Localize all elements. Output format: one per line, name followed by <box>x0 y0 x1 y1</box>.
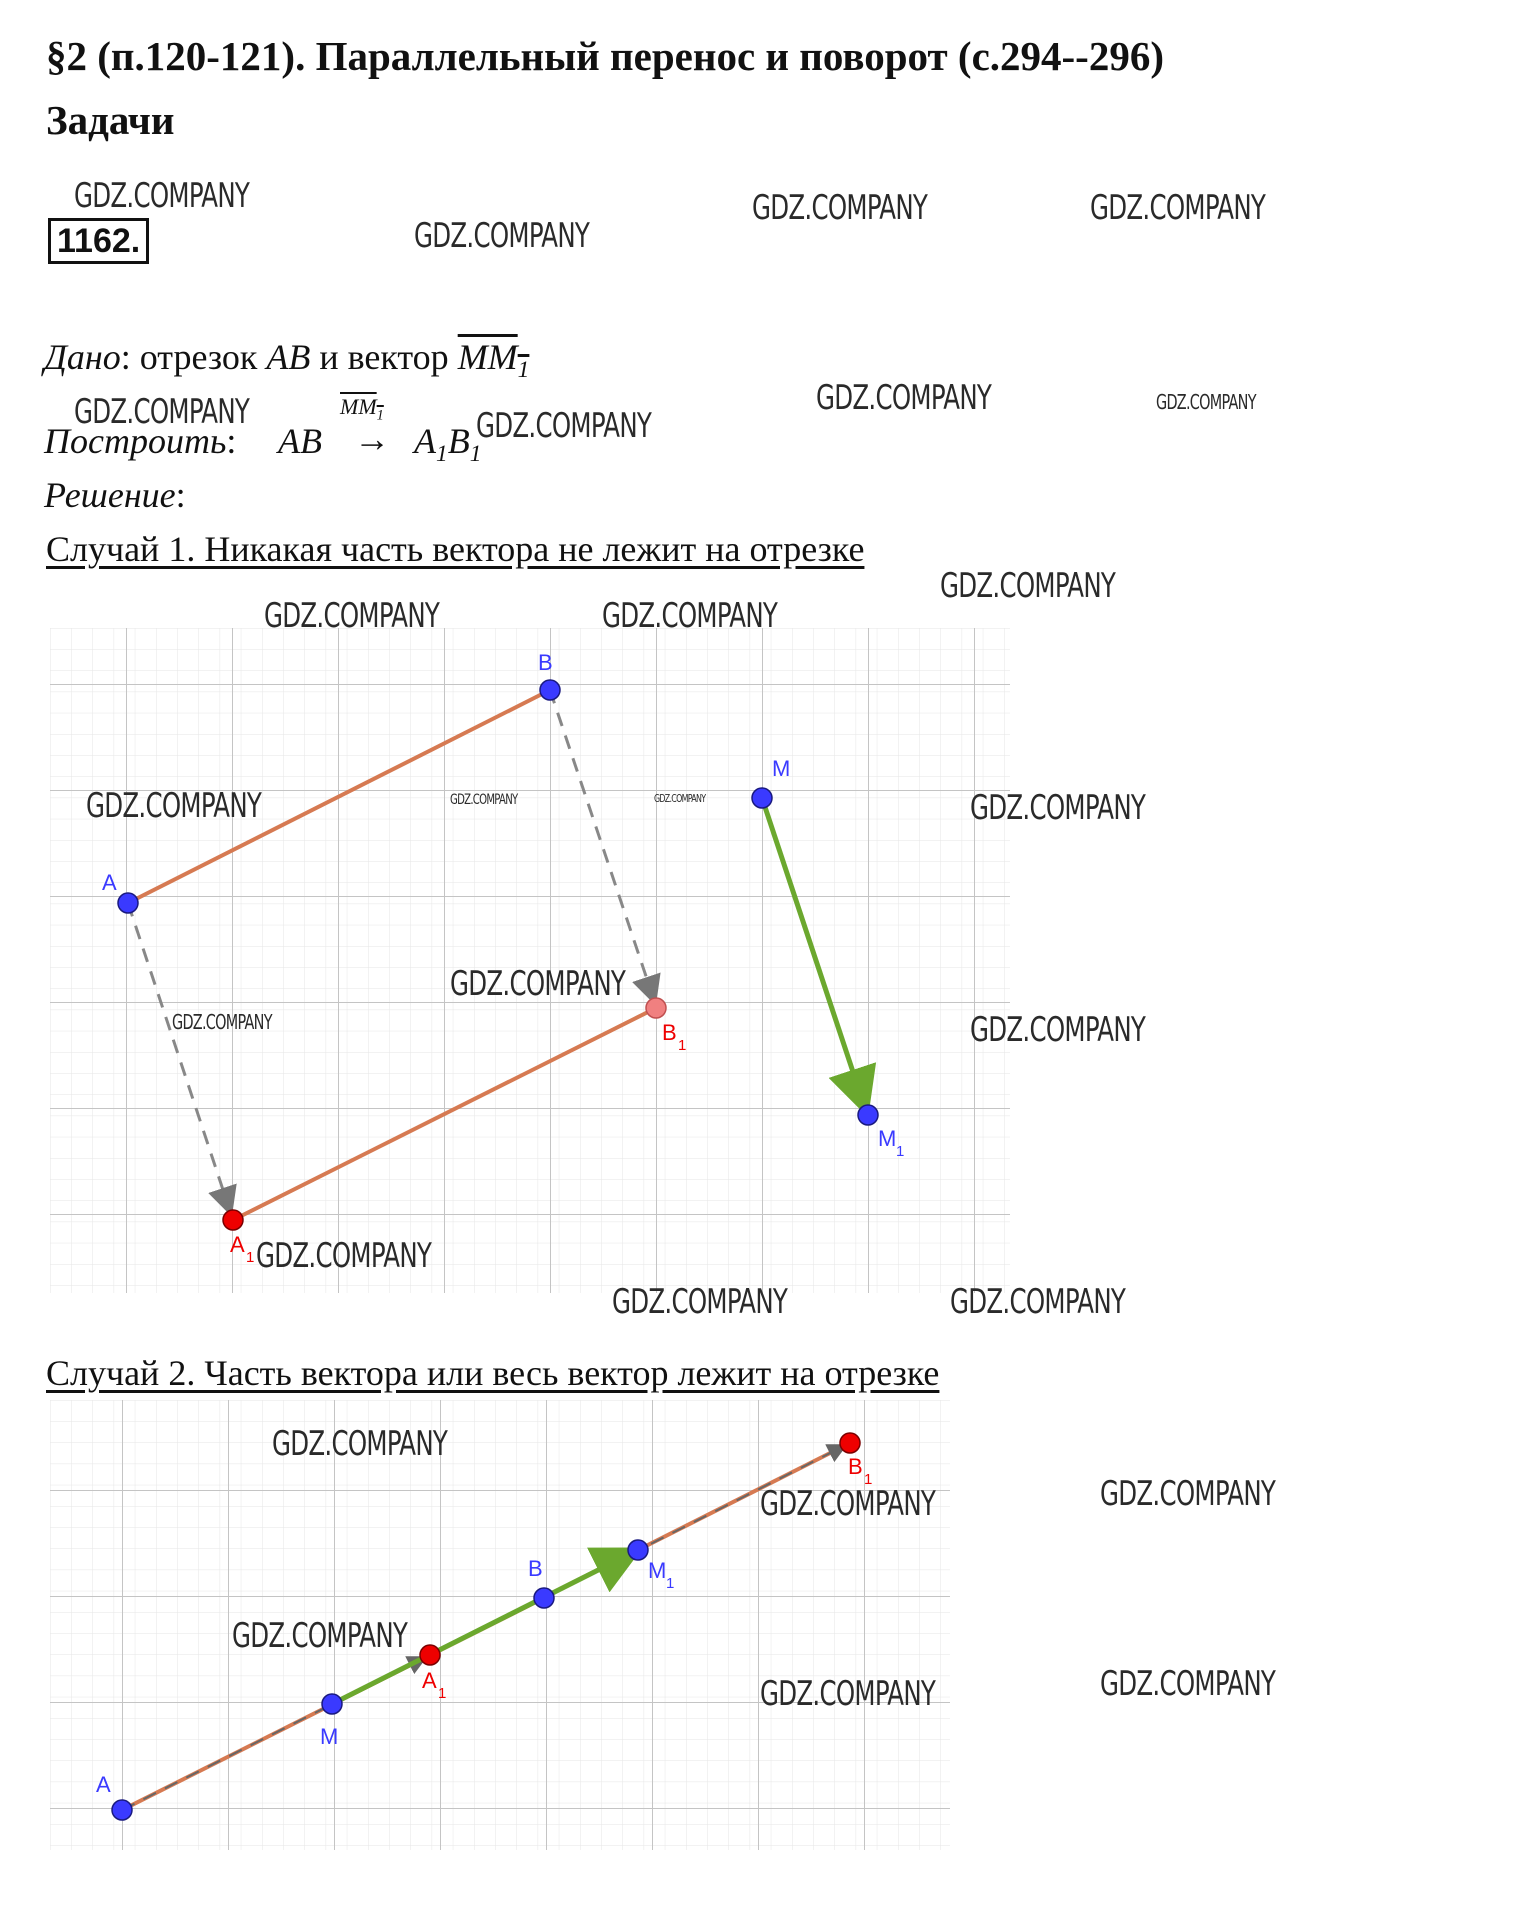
label-a1-2: A <box>422 1668 437 1693</box>
watermark: GDZ.COMPANY <box>86 786 262 826</box>
point-b <box>540 680 560 700</box>
watermark: GDZ.COMPANY <box>450 792 518 808</box>
watermark: GDZ.COMPANY <box>970 1010 1146 1050</box>
given-and: и вектор <box>310 337 458 377</box>
label-a1-sub-2: 1 <box>438 1685 447 1702</box>
point-a-2 <box>112 1800 132 1820</box>
figure1-grid-major <box>50 628 1010 1293</box>
label-b1: B <box>662 1020 677 1045</box>
point-m1-2 <box>628 1540 648 1560</box>
point-m-2 <box>322 1694 342 1714</box>
point-a <box>118 893 138 913</box>
watermark: GDZ.COMPANY <box>172 1010 272 1034</box>
given-vector-text: MM <box>457 337 518 377</box>
watermark: GDZ.COMPANY <box>264 596 440 636</box>
build-label: Построить <box>44 421 227 461</box>
label-m1-sub-2: 1 <box>666 1575 675 1592</box>
build-from: AB <box>278 421 322 461</box>
build-arrow: → <box>354 419 390 459</box>
point-a1 <box>223 1210 243 1230</box>
label-b1-2: B <box>848 1454 863 1479</box>
watermark: GDZ.COMPANY <box>1100 1474 1276 1514</box>
watermark: GDZ.COMPANY <box>970 788 1146 828</box>
label-b1-sub-2: 1 <box>864 1471 873 1488</box>
watermark: GDZ.COMPANY <box>760 1674 936 1714</box>
watermark: GDZ.COMPANY <box>612 1282 788 1322</box>
build-to-a: A <box>414 421 436 461</box>
label-a1-sub: 1 <box>246 1249 255 1266</box>
label-m1: M <box>878 1126 897 1151</box>
watermark: GDZ.COMPANY <box>950 1282 1126 1322</box>
watermark: GDZ.COMPANY <box>1090 188 1266 228</box>
watermark: GDZ.COMPANY <box>760 1484 936 1524</box>
build-to-b-sub: 1 <box>469 441 482 468</box>
build-colon: : <box>226 421 237 461</box>
label-m1-sub: 1 <box>896 1143 905 1160</box>
watermark: GDZ.COMPANY <box>940 566 1116 606</box>
watermark: GDZ.COMPANY <box>232 1616 408 1656</box>
given-line <box>44 336 529 384</box>
point-m1 <box>858 1105 878 1125</box>
solution-label: Решение <box>44 475 176 515</box>
build-to <box>414 420 481 468</box>
given-label: Дано <box>44 337 121 377</box>
point-b1 <box>646 998 666 1018</box>
point-m <box>752 788 772 808</box>
given-text: : отрезок <box>120 337 267 377</box>
watermark: GDZ.COMPANY <box>414 216 590 256</box>
point-b-2 <box>534 1588 554 1608</box>
page-title: §2 (п.120-121). Параллельный перенос и поворот (с.294--296) <box>46 33 1164 79</box>
label-a: A <box>102 870 117 895</box>
watermark: GDZ.COMPANY <box>654 792 706 805</box>
watermark: GDZ.COMPANY <box>602 596 778 636</box>
label-b: B <box>538 650 553 675</box>
label-m: M <box>772 756 791 781</box>
watermark: GDZ.COMPANY <box>752 188 928 228</box>
build-to-b: B <box>447 421 470 461</box>
watermark: GDZ.COMPANY <box>1156 390 1256 414</box>
given-vector <box>457 337 530 384</box>
label-a-2: A <box>96 1772 111 1797</box>
point-b1-2 <box>840 1433 860 1453</box>
page-subtitle: Задачи <box>46 97 175 143</box>
problem-number: 1162. <box>48 218 149 264</box>
figure2-grid-major <box>50 1400 950 1850</box>
watermark: GDZ.COMPANY <box>256 1236 432 1276</box>
case1-heading: Случай 1. Никакая часть вектора не лежит на отрезке <box>46 529 865 569</box>
figure1 <box>50 628 1010 1293</box>
watermark: GDZ.COMPANY <box>74 392 250 432</box>
build-arrow-label-sub: 1 <box>376 407 384 424</box>
build-arrow-label-text: MM <box>340 394 377 419</box>
point-a1-2 <box>420 1645 440 1665</box>
build-to-a-sub: 1 <box>436 441 448 468</box>
solution-colon: : <box>175 475 186 515</box>
solution-line <box>44 474 186 516</box>
label-b-2: B <box>528 1556 543 1581</box>
watermark: GDZ.COMPANY <box>272 1424 448 1464</box>
figure2 <box>50 1400 950 1850</box>
watermark: GDZ.COMPANY <box>1100 1664 1276 1704</box>
given-vector-sub: 1 <box>517 357 530 384</box>
case2-heading: Случай 2. Часть вектора или весь вектор лежит на отрезке <box>46 1353 940 1393</box>
label-a1: A <box>230 1232 245 1257</box>
given-segment: AB <box>266 337 311 377</box>
label-m1-2: M <box>648 1558 667 1583</box>
watermark: GDZ.COMPANY <box>816 378 992 418</box>
watermark: GDZ.COMPANY <box>450 964 626 1004</box>
watermark: GDZ.COMPANY <box>476 406 652 446</box>
label-m-2: M <box>320 1724 339 1749</box>
label-b1-sub: 1 <box>678 1037 687 1054</box>
watermark: GDZ.COMPANY <box>74 176 250 216</box>
